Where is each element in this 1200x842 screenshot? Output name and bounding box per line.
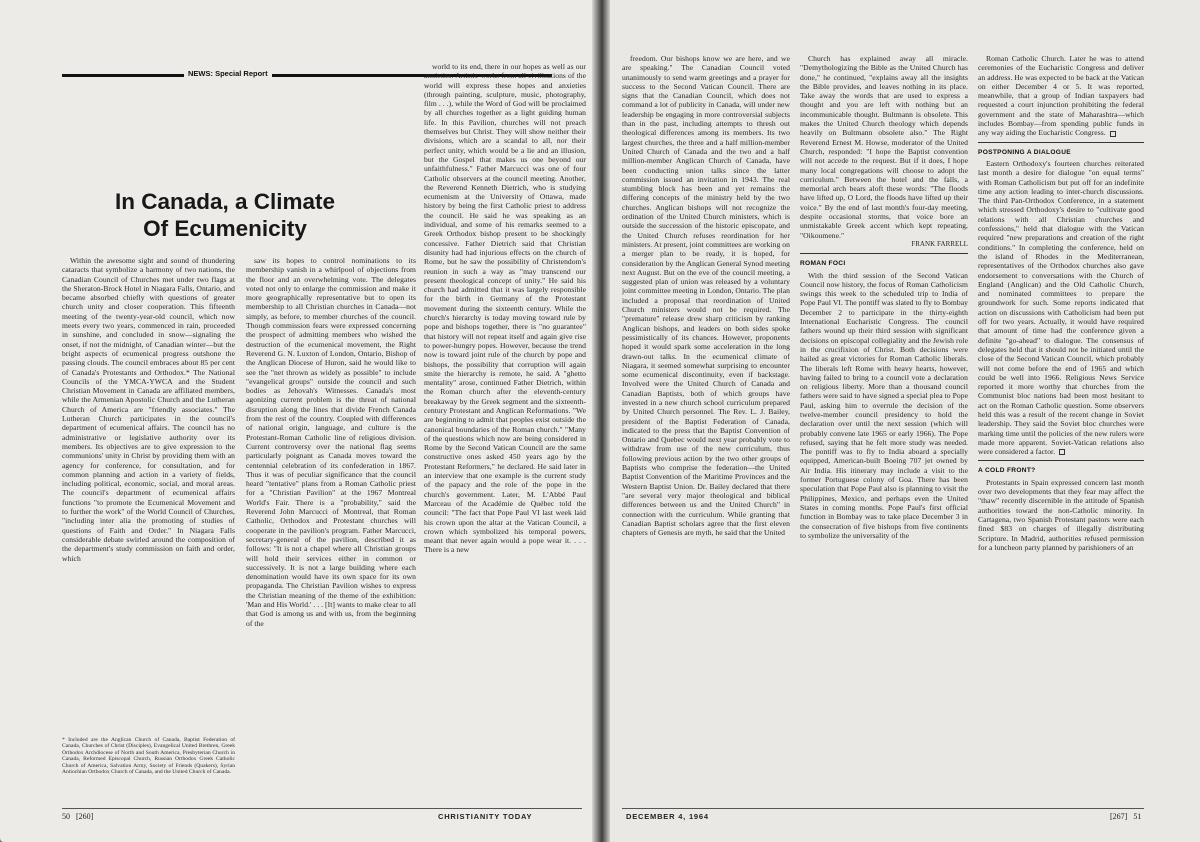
footer-rule (622, 808, 1144, 809)
section-label: NEWS: Special Report (184, 69, 272, 78)
subhead-cold-front: A COLD FRONT? (978, 467, 1036, 475)
page-number-right (1110, 812, 1141, 821)
right-column-1 (622, 54, 790, 806)
left-column-2 (246, 256, 416, 804)
column-text: saw its hopes to control nominations to its membership vanish in a whirlpool of objections from the floor and an overwhelming vote. The delegates voted not only to enlarge the commission and make it more geographically representative but to open its membership to all Christian churches in Canada—not simply, as before, to member churches of the council. Though commission fears were expressed concerning the prospect of admitting members who wished the destruction of the ecumenical movement, the Right Reverend G. N. Luxton of London, Ontario, Bishop of the Anglican Diocese of Huron, said he would like to see the "net thrown as widely as possible" to include "evangelical groups" outside the council and such bodies as Jehovah's Witnesses. Canada's most agonizing current problem is the threat of national disruption along the lines that divide French Canada from the rest of the country. Coupled with differences of national origin, language, and culture is the Protestant-Roman Catholic line of religious division. Current controversy over the national flag seems particularly poignant as Canada moves toward the centennial celebration of its confederation in 1867. Thus it was of peculiar significance that the council heard "tentative" plans from a Roman Catholic priest for a "Christian Pavilion" at the 1967 Montreal World's Fair. There is a "probability," said the Reverend John Marcucci of Montreal, that Roman Catholic, Orthodox and Protestant churches will cooperate in the pavilion's program. Father Marcucci, secretary-general of the pavilion, described it as follows: "It is not a chapel where all Christian groups will hold their services either in common or successively. It is not a large building where each denomination would have its own space for its own propaganda. The Christian Pavilion wishes to express the Christian meaning of the theme of the exhibition: 'Man and His World.' . . . [It] wants to make clear to all that God is among us and with us, from the beginning of the (246, 256, 416, 628)
right-page (604, 0, 1200, 842)
footer-rule (62, 808, 582, 809)
subhead-postponing: POSTPONING A DIALOGUE (978, 148, 1072, 156)
column-text: Protestants in Spain expressed concern last month over two developments that they fear may affect the "thaw" recently discernible in the attitude of Spanish authorities toward the non-Catholic minority. In Cartagena, two Spanish Protestant pastors were each fined $83 on charges of illegally distributing Scripture. In Madrid, authorities refused permission for a luncheon party planned by parishioners of an (978, 477, 1144, 552)
column-text: Church has explained away all miracle. "Demythologizing the Bible as the United Church has done," he continued, "explains away all the insights the Bible provides, and leaves nothing in its place. Take away the words that are used to express a thought and you are left with nothing but an incommunicable thought. Bultmann is obsolete. This makes the United Church theology which depends heavily on Bultmann obsolete also." The Right Reverend Ernest M. Howse, moderator of the United Church, responded: "I hope the Baptist convention will not accede to the request. But if it does, I hope many local congregations will choose to adopt the curriculum." Between the hotel and the falls, a memorial arch bears aloft these words: "The floods have lifted up, O Lord, the floods have lifted up their voice." By the end of last month's four-day meeting, despite occasional storms, that voice bore an unmistakable Greek accent which kept repeating, "Oikoumene." (800, 54, 968, 240)
left-column-1 (62, 256, 235, 734)
issue-page-number: [260] (76, 812, 94, 821)
headline-line-1: In Canada, a Climate (114, 189, 336, 214)
article-headline (75, 188, 375, 242)
right-column-2 (800, 54, 968, 806)
page-number: 50 (62, 812, 70, 821)
end-mark-icon (1110, 131, 1116, 137)
footnote: * Included are the Anglican Church of Canada, Baptist Federation of Canada, Churches of Christ (Disciples), Evangelical United Brethren, Greek Orthodox Archdiocese of North and South America, Presbyterian Church in Canada, Reformed Episcopal Church, Russian Orthodox Greek Catholic Church of America, Salvation Army, Society of Friends (Quakers), Syrian Antiochian Orthodox Church of Canada, and the United Church of Canada. (62, 737, 235, 776)
column-text: world to its end, there in our hopes as well as our anxieties. Artistic works from all civilizations of the world will express these hopes and anxieties (through painting, sculpture, music, photography, film . . .), while the Word of God will be proclaimed by all churches together as a light guiding human life. In this Pavilion, churches will not preach themselves but Christ. They will show neither their divisions, which are a scandal to all, nor their perfect unity, which would be a lie and an illusion, but the Gospel that makes us one beyond our unfaithfulness." Father Marcucci was one of four Catholic observers at the council meeting. Another, the Reverend Kenneth Dietrich, who is studying ecumenism at the University of Ottawa, made history by being the first Catholic priest to address the council. He said he was speaking as an individual, and some of his remarks seemed to a Greek Orthodox bishop present to be shockingly concessive. Father Dietrich said that Christian disunity had had injurious effects on the church of Rome, but he saw the possibility of Christendom's reunion in such a way as "may transcend our present theological concept of unity." He said his church had admitted that it was largely responsible for the birth in Germany of the Protestant movement during the sixteenth century. While the church's hierarchy is today moving toward rule by pope and bishops together, there is "no guarantee" that history will not repeat itself and again give rise to power-hungry popes. However, because the trend now is toward joint rule of the church by pope and bishops, the possibility that corruption will again smite the hierarchy is remote, he said. A "ghetto mentality" arose, continued Father Dietrich, within the Roman church after the eleventh-century breakaway by the Greek segment and the sixteenth-century Protestant and Anglican Reformations. "We are beginning to admit that peoples exist outside the canonical boundaries of the Roman church." "Many of the questions which now are being considered in Rome by the Second Vatican Council are the same constructive ones asked 450 years ago by the Protestant Reformers," he declared. He said later in an interview that one example is the current study of the papacy and the role of the pope in the church's government. Later, M. L'Abbé Paul Marceau of the Académie de Québec told the council: "The fact that Pope Paul VI last week laid his crown upon the altar at the Vatican Council, a crown which symbolized his temporal powers, meant that never again would a pope wear it. . . . There is a new (424, 62, 586, 555)
column-text-segment: Roman Catholic Church. Later he was to attend ceremonies of the Eucharistic Congress and deliver an address. He was expected to be back at the Vatican on either December 4 or 5. It was reported, meanwhile, that a group of Indian taxpayers had requested a court injunction prohibiting the federal government and the state of Maharashtra—which includes Bombay—from spending public funds in any way aiding the Eucharistic Congress. (978, 54, 1144, 138)
column-text: With the third session of the Second Vatican Council now history, the focus of Roman Catholicism swings this week to the scheduled trip to India of Pope Paul VI. The pontiff was slated to fly to Bombay December 2 to participate in the thirty-eighth International Eucharistic Congress. The council fathers wound up their third session with significant decisions on episcopal collegiality and the Jewish role in the crucifixion of Christ. Both decisions were hailed as great victories for Roman Catholic liberals. The liberals left Rome with heavy hearts, however, having failed to bring to a council vote a declaration on religious liberty. More than a thousand council fathers were said to have signed a special plea to Pope Paul, asking him to overrule the decision of the twelve-member council presidency to hold the declaration over until the next session (which will probably convene late 1965 or early 1966). The Pope refused, saying that he felt more study was needed. The pontiff was to fly to India aboard a specially equipped, American-built Boeing 707 jet owned by Air India. His itinerary may include a visit to the former Portuguese colony of Goa. There has been speculation that Pope Paul also is planning to visit the Philippines, Mexico, and perhaps even the United States in coming months. Pope Paul's first official function in Bombay was to take place December 3 in the consecration of five bishops from five continents to symbolize the universality of the (800, 270, 968, 540)
issue-date: DECEMBER 4, 1964 (626, 812, 709, 821)
left-page (0, 0, 598, 842)
column-text: Within the awesome sight and sound of thundering cataracts that symbolize a harmony of two nations, the Canadian Council of Churches met under two flags at the Sheraton-Brock Hotel in Niagara Falls, Ontario, and became absorbed chiefly with questions of greater church unity and closer cooperation. This fifteenth meeting of the twenty-year-old council, which now meets every two years, commenced in rain, proceeded in sunshine, and concluded in snow—signaling the onset, if not the midnight, of Canadian winter—but the bright aspects of ecumenical progress outshone the passing clouds. The council embraces about 85 per cent of Canada's Protestants and Orthodox.* The National Councils of the YMCA-YWCA and the Student Christian Movement in Canada are affiliated members, while the Armenian Apostolic Church and the Lutheran Church of America are "friendly associates." The Lutheran Church participates in the council's department of ecumenical affairs. The council has no administrative or legislative authority over its members. Its objectives are to give expression to the communions' unity in Christ by providing them with an agency for conference, for consultation, and for common planning and action in a variety of fields, including political, economic, social, and moral areas. The council's department of ecumenical affairs functions "to promote the Ecumenical Movement and to further the work" of the World Council of Churches, "including inter alia the promoting of studies of questions of Faith and Order." In Niagara Falls considerable debate swirled around the composition of the department's study commission on faith and order, which (62, 256, 235, 563)
page-number-left (62, 812, 93, 821)
subhead-rule (800, 253, 968, 254)
binding-gutter (592, 0, 610, 842)
column-text: freedom. Our bishops know we are here, and we are speaking." The Canadian Council voted unanimously to send warm greetings and a prayer for success to the Second Vatican Council. There are signs that the Canadian Council, which does not command a lot of publicity in Canada, will under new leadership be engaging in more controversial subjects than in the past, including attempts to thresh out theological differences among its members. Its two largest churches, the three and a half million-member United Church of Canada and the two and a half million-member Anglican Church of Canada, have been conducting union talks since the latter commission issued an invitation in 1943. The real stumbling block has been and yet remains the differing concepts of the ministry held by the two churches. Anglican bishops will not recognize the ordination of the United Church ministers, which is outside the succession of the historic episcopate, and the United Church refuses reordination for her ministers. At present, joint committees are working on a merger plan to be ready, it is hoped, for consideration by the Anglican General Synod meeting next August. But on the eve of the council meeting, a suggested plan of union was released by a voluntary joint committee meeting in London, Ontario. The plan included a proposal that reordination of United Church ministers would not be required. The "premature" release drew sharp criticism by ranking Anglican bishops, and leaders on both sides spoke pessimistically of its chances. However, proponents hoped it would spark some acceleration in the long drawn-out talks. In the ecumenical climate of Niagara, it seemed somewhat surprising to encounter some ecumenical discontinuity, even if backstage. Involved were the United Church of Canada and Canadian Baptists, both of which groups have invested in a new church school curriculum prepared by United Church personnel. The Rev. L. J. Bailey, president of the Baptist Federation of Canada, indicated to the press that the Baptist Convention of Ontario and Quebec would next year probably vote to withdraw from use of the new curriculum, thus following previous action by the two other groups of Baptists who comprise the federation—the United Baptist Convention of the Maritime Provinces and the Western Baptist Union. Dr. Bailey declared that there "are several very major theological and biblical differences between us and the United Church" in connection with the curriculum. While granting that Canadian Baptist scholars agree that the first eleven chapters of Genesis are myth, he said that the United (622, 54, 790, 538)
issue-page-number: [267] (1110, 812, 1128, 821)
left-column-3 (424, 62, 586, 804)
subhead-rule (978, 142, 1144, 143)
subhead-rule (978, 460, 1144, 461)
column-text-segment: Eastern Orthodoxy's fourteen churches reiterated last month a desire for dialogue "on equal terms" with Roman Catholicism but put off for an indefinite time any action leading to inter-church discussions. The third Pan-Orthodox Conference, in a statement which stressed Orthodoxy's desire to "cultivate good relations with all Christian churches and confessions," held that dialogue with the Vatican required "new preparations and creation of the right conditions." In completing the conference, held on the island of Rhodes in the Mediterranean, representatives of the Orthodox churches also gave endorsement to conversations with the Church of England (Anglican) and the Old Catholic Church, and nominated committees to prepare the groundwork for such. Some reports indicated that action on discussions with Catholicism had been put off for two years. Actually, it would have required that amount of time had the conference given a definite "go-ahead" to dialogue. The consensus of delegates held that it should not be initiated until the close of the Second Vatican Council, which probably will not come before the end of 1965 and which could be well into 1966. Religious News Service reported it more worthy that churches from the Communist bloc nations had been most hesitant to act on the Roman Catholic question. Some observers held this was a result of the recent change in Soviet leadership. They said the Soviet bloc churches were marking time until the policies of the new rulers were made more apparent. Soviet-Vatican relations also were considered a factor. (978, 158, 1144, 457)
end-mark-icon (1059, 449, 1065, 455)
column-text (978, 159, 1144, 457)
byline: FRANK FARRELL (911, 239, 968, 248)
right-column-3 (978, 54, 1144, 806)
subhead-roman-foci: ROMAN FOCI (800, 260, 846, 268)
column-text (978, 54, 1144, 138)
page-number: 51 (1133, 812, 1142, 821)
magazine-name: CHRISTIANITY TODAY (438, 812, 533, 821)
headline-line-2: Of Ecumenicity (143, 216, 307, 241)
